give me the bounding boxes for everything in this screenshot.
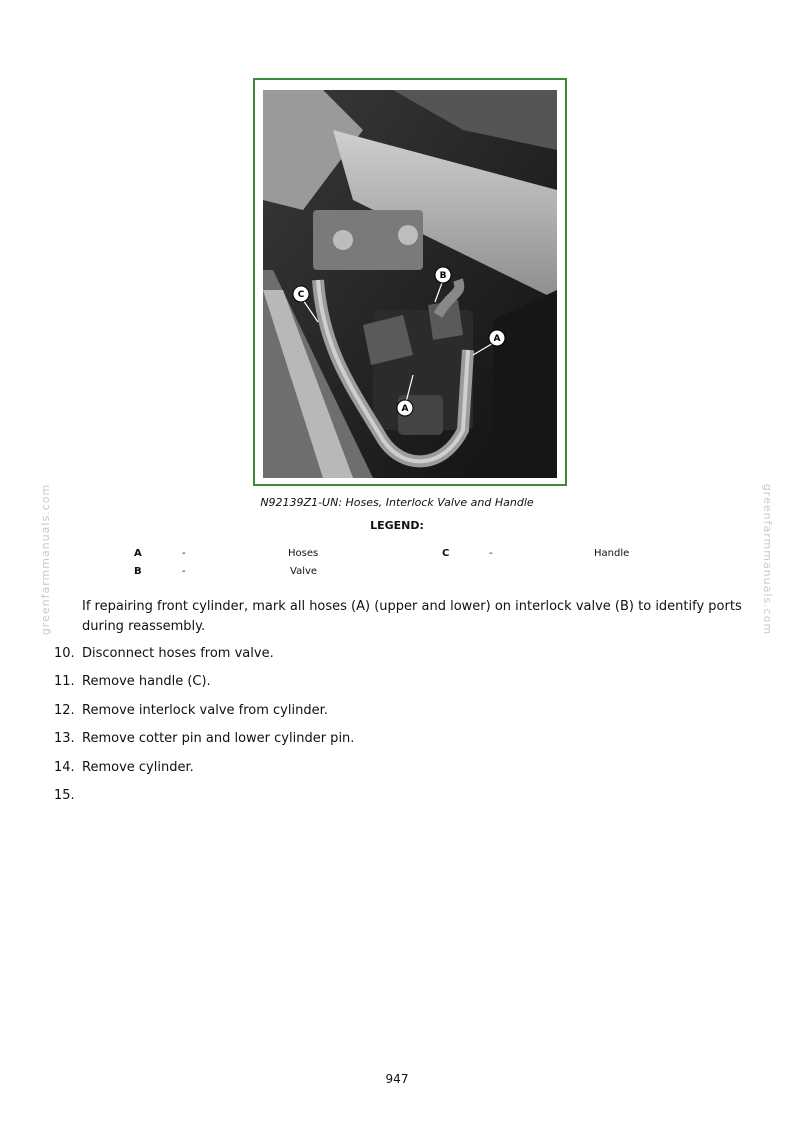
step-number: 12. bbox=[54, 703, 75, 718]
callout-a-right: A bbox=[493, 334, 501, 344]
watermark-right: greenfarmmanuals.com bbox=[761, 483, 775, 636]
figure-caption: N92139Z1-UN: Hoses, Interlock Valve and Handle bbox=[260, 496, 534, 509]
step-10 bbox=[54, 644, 274, 664]
figure-frame bbox=[253, 78, 567, 486]
step-11 bbox=[54, 672, 211, 692]
page-number: 947 bbox=[385, 1072, 409, 1086]
legend-dash-b: - bbox=[182, 566, 186, 577]
step-text: Remove handle (C). bbox=[82, 674, 211, 689]
callout-b: B bbox=[439, 271, 447, 281]
step-text: Disconnect hoses from valve. bbox=[82, 646, 274, 661]
legend-key-c: C bbox=[442, 548, 450, 559]
step-15 bbox=[54, 786, 82, 806]
step-13 bbox=[54, 729, 354, 749]
step-number: 11. bbox=[54, 674, 75, 689]
photo-illustration bbox=[263, 90, 557, 478]
step-number: 14. bbox=[54, 760, 75, 775]
step-number: 10. bbox=[54, 646, 75, 661]
hydraulic-valve-photo bbox=[263, 90, 557, 478]
callout-a-left: A bbox=[401, 404, 409, 414]
legend-dash-a: - bbox=[182, 548, 186, 559]
legend-label-handle: Handle bbox=[594, 548, 630, 559]
legend-key-a: A bbox=[134, 548, 142, 559]
step-text: Remove cotter pin and lower cylinder pin. bbox=[82, 731, 355, 746]
intro-paragraph: If repairing front cylinder, mark all hoses (A) (upper and lower) on interlock valve (B) to identify ports during reassembly. bbox=[82, 599, 742, 634]
callout-c: C bbox=[297, 290, 305, 300]
watermark-left: greenfarmmanuals.com bbox=[39, 483, 53, 636]
step-text: Remove interlock valve from cylinder. bbox=[82, 703, 328, 718]
step-12 bbox=[54, 701, 328, 721]
legend-label-hoses: Hoses bbox=[288, 548, 319, 559]
legend-key-b: B bbox=[134, 566, 142, 577]
step-text: Remove cylinder. bbox=[82, 760, 194, 775]
legend-label-valve: Valve bbox=[290, 566, 318, 577]
step-number: 15. bbox=[54, 788, 75, 803]
legend-dash-c: - bbox=[489, 548, 493, 559]
step-14 bbox=[54, 758, 194, 778]
legend-title: LEGEND: bbox=[370, 519, 424, 532]
step-number: 13. bbox=[54, 731, 75, 746]
